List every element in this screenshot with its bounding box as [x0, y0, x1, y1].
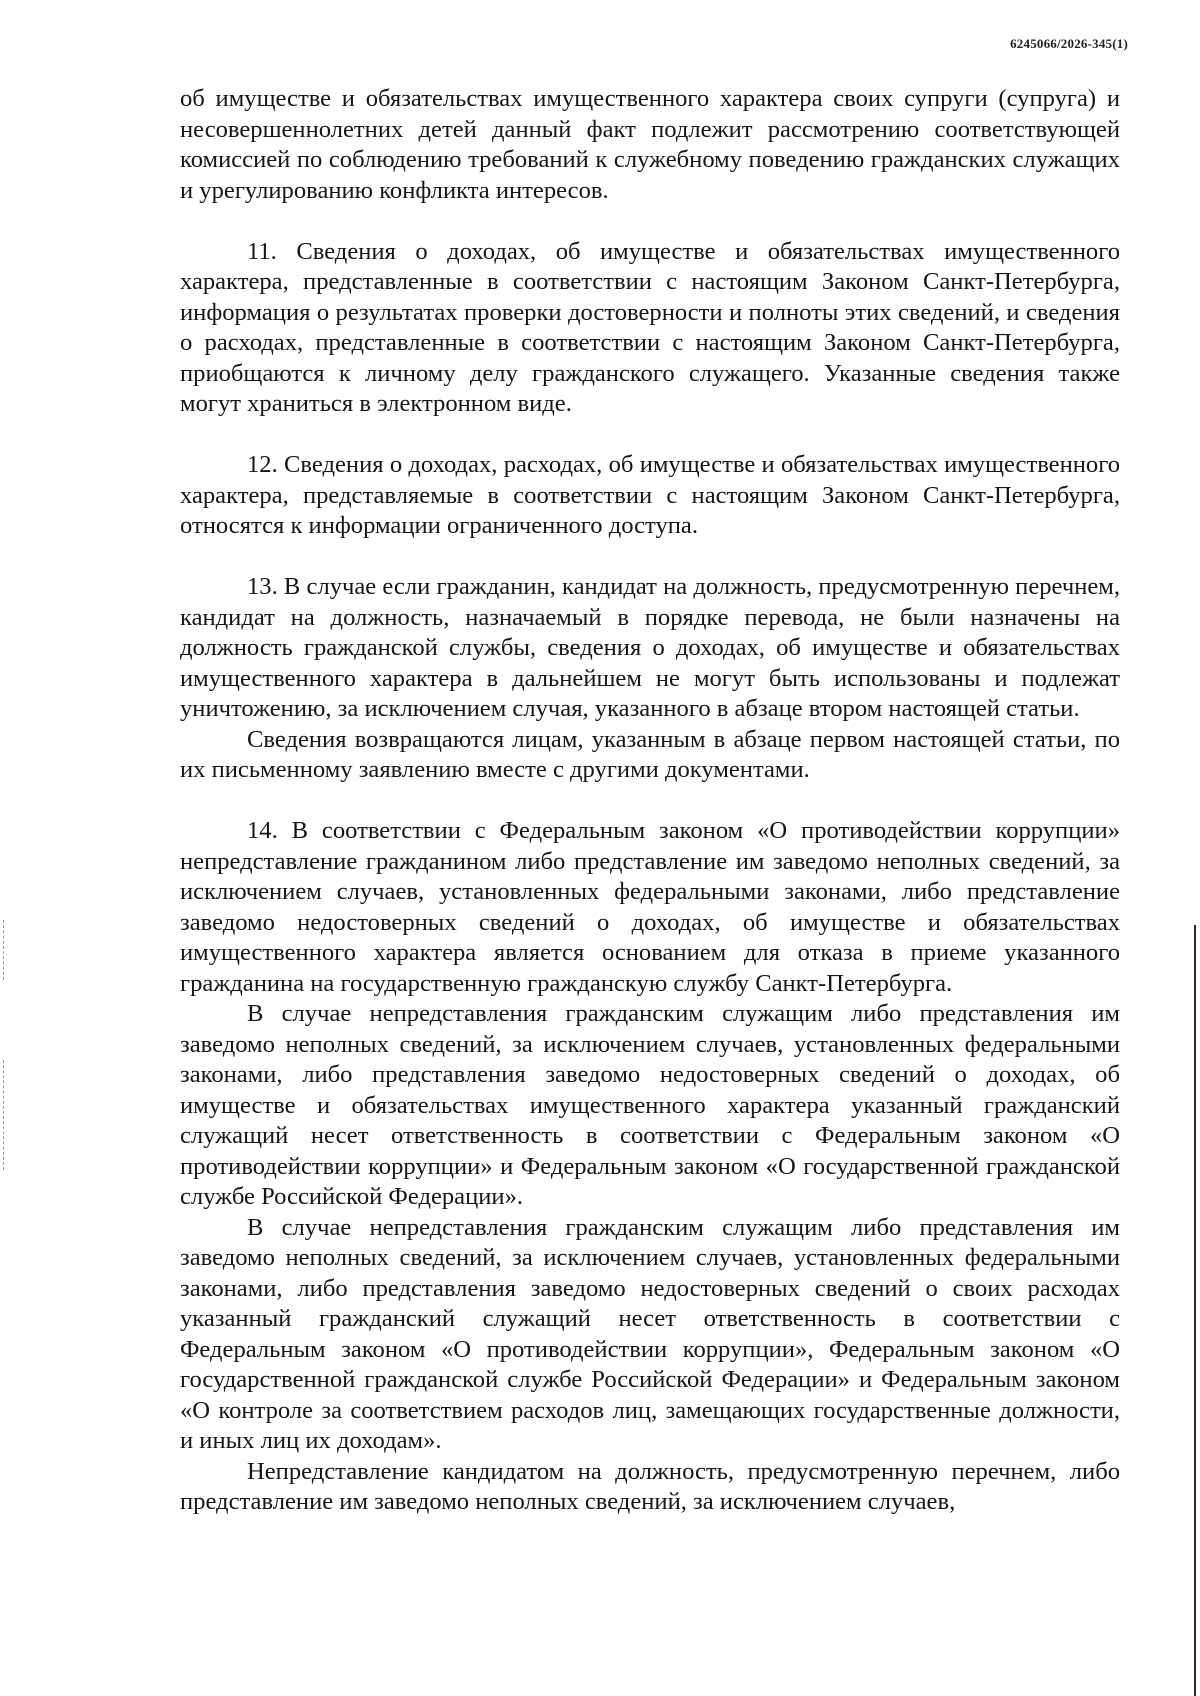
document-number: 6245066/2026-345(1) — [1010, 36, 1128, 51]
paragraph-item-14-part-3: В случае непредставления гражданским служащим либо представления им заведомо неполных сведений, за исключением случаев, установленных федеральными законами, либо представления заведомо недостоверных сведений о своих расходах указанный гражданский служащий несет ответственность в соответствии с Федеральным законом «О противодействии коррупции», Федеральным законом «О государственной гражданской службе Российской Федерации» и Федеральным законом «О контроле за соответствием расходов лиц, замещающих государственные должности, и иных лиц их доходам». — [180, 1213, 1120, 1454]
paragraph-item-13-part-2: Сведения возвращаются лицам, указанным в абзаце первом настоящей статьи, по их письменному заявлению вместе с другими документами. — [180, 725, 1120, 783]
document-body — [180, 84, 1120, 1518]
paragraph-item-14: 14. В соответствии с Федеральным законом «О противодействии коррупции» непредставление гражданином либо представление им заведомо неполных сведений, за исключением случаев, установленных федеральными законами, либо представление заведомо недостоверных сведений о доходах, об имуществе и обязательствах имущественного характера является основанием для отказа в приеме указанного гражданина на государственную гражданскую службу Санкт-Петербурга. — [180, 817, 1120, 997]
scan-edge-line — [1194, 925, 1196, 1696]
paragraph-item-11: 11. Сведения о доходах, об имуществе и обязательствах имущественного характера, представленные в соответствии с настоящим Законом Санкт-Петербурга, информация о результатах проверки достоверности и полноты этих сведений, и сведения о расходах, представленные в соответствии с настоящим Законом Санкт-Петербурга, приобщаются к личному делу гражданского служащего. Указанные сведения также могут храниться в электронном виде. — [180, 237, 1120, 417]
paragraph-item-14-part-2: В случае непредставления гражданским служащим либо представления им заведомо неполных сведений, за исключением случаев, установленных федеральными законами, либо представления заведомо недостоверных сведений о доходах, об имуществе и обязательствах имущественного характера указанный гражданский служащий несет ответственность в соответствии с Федеральным законом «О противодействии коррупции» и Федеральным законом «О государственной гражданской службе Российской Федерации». — [180, 1000, 1120, 1210]
paragraph-item-13: 13. В случае если гражданин, кандидат на должность, предусмотренную перечнем, кандидат на должность, назначаемый в порядке перевода, не были назначены на должность гражданской службы, сведения о доходах, об имуществе и обязательствах имущественного характера в дальнейшем не могут быть использованы и подлежат уничтожению, за исключением случая, указанного в абзаце втором настоящей статьи. — [180, 573, 1120, 722]
scan-edge-mark — [3, 1060, 5, 1170]
paragraph-item-12: 12. Сведения о доходах, расходах, об имуществе и обязательствах имущественного характера, представляемые в соответствии с настоящим Законом Санкт-Петербурга, относятся к информации ограниченного доступа. — [180, 451, 1120, 539]
paragraph-item-14-part-4: Непредставление кандидатом на должность, предусмотренную перечнем, либо представление им заведомо неполных сведений, за исключением случаев, — [180, 1457, 1120, 1515]
scan-edge-mark — [3, 920, 5, 980]
paragraph-continuation: об имуществе и обязательствах имущественного характера своих супруги (супруга) и несовершеннолетних детей данный факт подлежит рассмотрению соответствующей комиссией по соблюдению требований к служебному поведению гражданских служащих и урегулированию конфликта интересов. — [180, 85, 1120, 204]
